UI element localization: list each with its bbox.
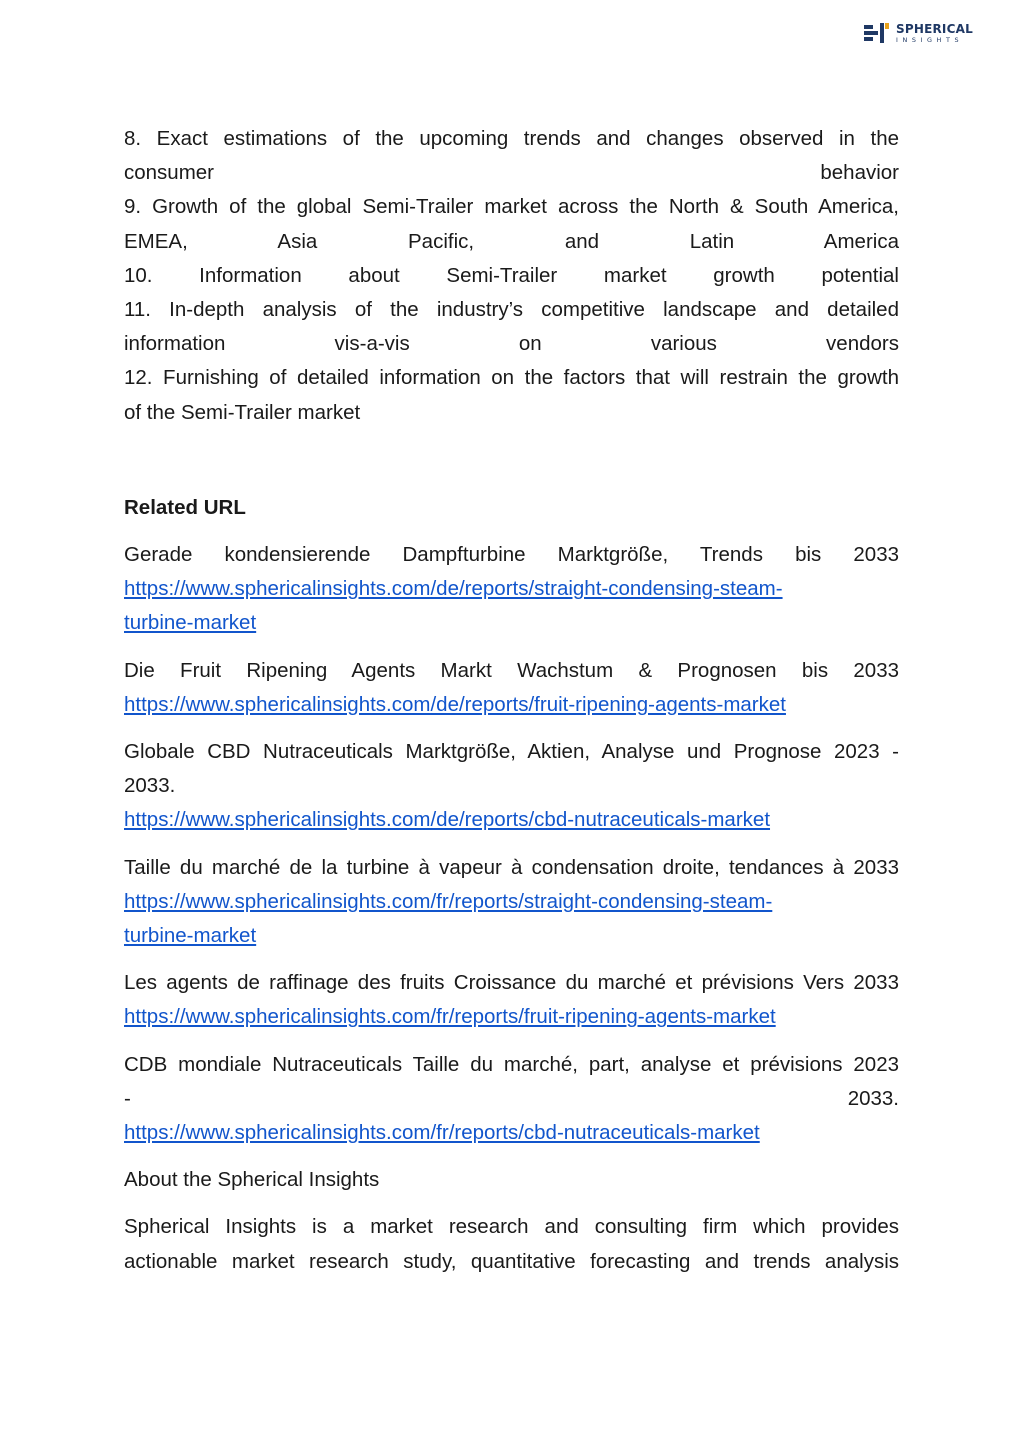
related-entry-title: Les agents de raffinage des fruits Croissance du marché et prévisions Vers 2033 <box>124 971 899 995</box>
related-entry-title-line-1: Globale CBD Nutraceuticals Marktgröße, Aktien, Analyse und Prognose 2023 - <box>124 740 899 764</box>
about-body <box>124 1210 899 1278</box>
related-entry <box>124 966 899 1034</box>
list-item-12-line-1: 12. Furnishing of detailed information on the factors that will restrain the growth <box>124 366 899 390</box>
related-entry <box>124 735 899 838</box>
list-item-11-line-1: 11. In-depth analysis of the industry’s competitive landscape and detailed <box>124 298 899 322</box>
related-entry-link-line-2[interactable]: turbine-market <box>124 611 257 635</box>
spherical-insights-logo-icon <box>864 22 890 44</box>
related-entry-title-line-1: CDB mondiale Nutraceuticals Taille du marché, part, analyse et prévisions 2023 <box>124 1052 899 1076</box>
about-section <box>124 1163 899 1197</box>
related-entry <box>124 851 899 954</box>
related-entry-link[interactable]: https://www.sphericalinsights.com/fr/reports/fruit-ripening-agents-market <box>124 1005 776 1029</box>
related-entry-title-line-2: - 2033. <box>124 1086 899 1110</box>
related-entry-link[interactable]: https://www.sphericalinsights.com/de/reports/cbd-nutraceuticals-market <box>124 808 771 832</box>
related-entry <box>124 654 899 722</box>
related-entry <box>124 538 899 641</box>
spherical-insights-logo <box>864 20 986 46</box>
list-item-9-line-2: EMEA, Asia Pacific, and Latin America <box>124 229 899 253</box>
about-body-line-2: actionable market research study, quantitative forecasting and trends analysis <box>124 1249 899 1273</box>
logo-wordmark: SPHERICAL <box>896 21 973 36</box>
about-heading: About the Spherical Insights <box>124 1168 380 1192</box>
list-item-12-line-2: of the Semi-Trailer market <box>124 400 361 424</box>
list-item-8-line-2: consumer behavior <box>124 161 899 185</box>
related-entry-link[interactable] <box>124 572 899 640</box>
feature-list <box>124 122 899 430</box>
list-item-9-line-1: 9. Growth of the global Semi-Trailer market across the North & South America, <box>124 195 899 219</box>
related-entry-link[interactable]: https://www.sphericalinsights.com/fr/reports/cbd-nutraceuticals-market <box>124 1121 760 1145</box>
related-entry-title: Gerade kondensierende Dampfturbine Marktgröße, Trends bis 2033 <box>124 543 899 567</box>
related-entry-title: Die Fruit Ripening Agents Markt Wachstum & Prognosen bis 2033 <box>124 658 899 682</box>
document-body <box>124 122 899 1279</box>
related-entry-link-line-1[interactable]: https://www.sphericalinsights.com/de/reports/straight-condensing-steam- <box>124 577 783 601</box>
list-item-10: 10. Information about Semi-Trailer market growth potential <box>124 263 899 287</box>
related-entry-title: Taille du marché de la turbine à vapeur à condensation droite, tendances à 2033 <box>124 855 899 879</box>
related-url-heading: Related URL <box>124 495 246 519</box>
about-body-line-1: Spherical Insights is a market research and consulting firm which provides <box>124 1215 899 1239</box>
related-entry-link-line-2[interactable]: turbine-market <box>124 924 257 948</box>
related-entry-link[interactable] <box>124 885 899 953</box>
list-item-11-line-2: information vis-a-vis on various vendors <box>124 332 899 356</box>
logo-tagline: INSIGHTS <box>896 35 964 44</box>
related-entry-link-line-1[interactable]: https://www.sphericalinsights.com/fr/reports/straight-condensing-steam- <box>124 889 773 913</box>
related-entry-link[interactable]: https://www.sphericalinsights.com/de/reports/fruit-ripening-agents-market <box>124 692 786 716</box>
related-entry <box>124 1048 899 1151</box>
related-entry-title-line-2: 2033. <box>124 774 176 798</box>
list-item-8-line-1: 8. Exact estimations of the upcoming trends and changes observed in the <box>124 127 899 150</box>
